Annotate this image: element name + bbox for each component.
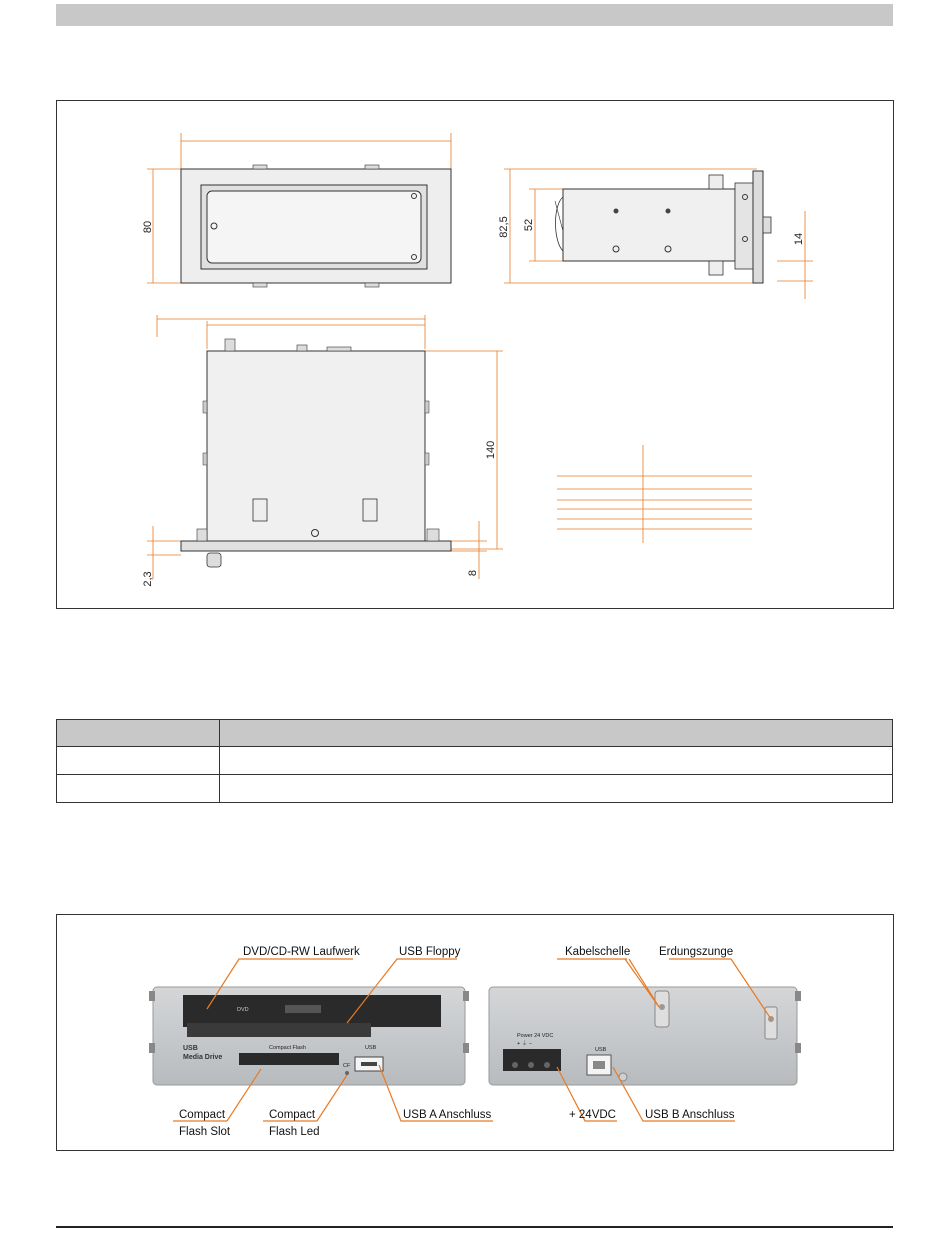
page-header-bar (56, 4, 893, 26)
table-row (57, 747, 893, 775)
dimension-drawing (57, 101, 893, 608)
callout-usb-floppy: USB Floppy (399, 946, 461, 958)
power-pins-print: + ⏚ − (517, 1041, 532, 1047)
table-header-cell (57, 720, 220, 747)
callout-usb-b: USB B Anschluss (645, 1109, 735, 1121)
callout-dvd: DVD/CD-RW Laufwerk (243, 946, 360, 958)
device-back-view (489, 987, 801, 1085)
power-print: Power 24 VDC (517, 1033, 554, 1039)
callout-cable-clamp: Kabelschelle (565, 946, 631, 958)
dim-front-height-label: 80 (142, 220, 154, 234)
table-cell (57, 747, 220, 775)
table-row (57, 775, 893, 803)
callout-cf-led-line2: Flash Led (269, 1126, 320, 1138)
callout-cf-slot-line1: Compact (179, 1109, 226, 1121)
cf-led (345, 1071, 349, 1075)
specs-table (56, 719, 893, 803)
dim-side-flange-label: 14 (793, 232, 805, 246)
dim-top-flange-thickness-label: 2,3 (142, 571, 154, 587)
dim-side-body-height-label: 52 (523, 218, 535, 232)
dim-top-depth-label: 140 (485, 440, 497, 460)
front-brand-line2: Media Drive (183, 1054, 223, 1061)
cf-slot-print: Compact Flash (269, 1045, 306, 1051)
front-brand-line1: USB (183, 1045, 198, 1052)
cf-slot[interactable] (239, 1053, 339, 1065)
callout-cf-led-line1: Compact (269, 1109, 316, 1121)
table-cell (57, 775, 220, 803)
table-header-row (57, 720, 893, 747)
table-header-cell (220, 720, 893, 747)
dvd-logo: DVD (237, 1007, 249, 1013)
device-photo-frame (56, 914, 894, 1151)
front-view (181, 165, 451, 287)
callout-usb-a: USB A Anschluss (403, 1109, 492, 1121)
callout-ground-tab: Erdungszunge (659, 946, 734, 958)
callout-power: + 24VDC (569, 1109, 616, 1121)
side-view (555, 171, 771, 283)
device-photo (57, 915, 893, 1150)
usb-a-print: USB (365, 1045, 377, 1051)
cf-led-print: CF (343, 1063, 351, 1069)
table-cell (220, 747, 893, 775)
table-cell (220, 775, 893, 803)
dim-top-front-offset-label: 8 (467, 569, 479, 577)
dimension-drawing-frame (56, 100, 894, 609)
device-front-view (149, 987, 469, 1085)
footer-rule (56, 1226, 893, 1228)
usb-b-print: USB (595, 1047, 607, 1053)
top-view (181, 339, 451, 567)
callout-cf-slot-line2: Flash Slot (179, 1126, 231, 1138)
dim-side-total-height-label: 82,5 (498, 216, 510, 238)
